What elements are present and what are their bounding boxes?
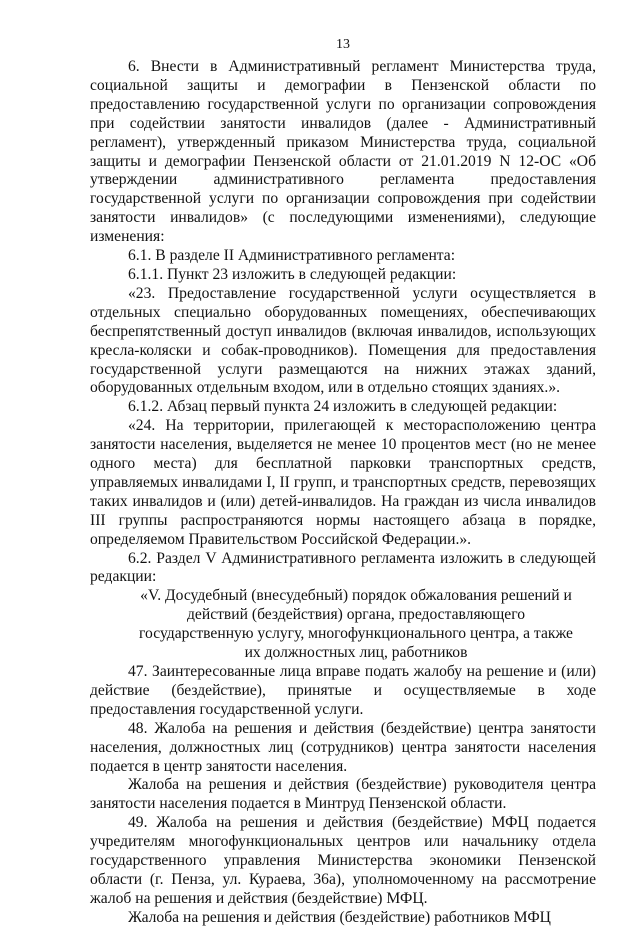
- paragraph-item-6-1: 6.1. В разделе II Административного регламента:: [128, 247, 456, 265]
- paragraph-clause-49-part-2: Жалоба на решения и действия (бездействие) работников МФЦ: [128, 908, 551, 926]
- paragraph-clause-23: «23. Предоставление государственной услуги осуществляется в отдельных специально оборудованных помещениях, обеспечивающих беспрепятственный доступ инвалидов (включая инвалидов, использующих кресла-коляски и собак-проводников). Помещения для предоставления государственной услуги размещаются на нижних этажах зданий, оборудованных отдельным входом, или в отдельно стоящих зданиях.».: [90, 284, 596, 397]
- paragraph-item-6-1-1: 6.1.1. Пункт 23 изложить в следующей редакции:: [128, 265, 457, 283]
- paragraph-clause-48: 48. Жалоба на решения и действия (бездействие) центра занятости населения, должностных лиц (сотрудников) центра занятости населения подается в центр занятости населения.: [90, 719, 596, 775]
- section-v-heading: «V. Досудебный (внесудебный) порядок обжалования решений и действий (бездействия) органа, предоставляющего государственную услугу, многофункционального центра, а также их должностных лиц, работников: [139, 587, 573, 662]
- paragraph-clause-47: 47. Заинтересованные лица вправе подать жалобу на решение и (или) действие (бездействие), принятые и осуществляемые в ходе предоставления государственной услуги.: [90, 663, 596, 718]
- page-content: [90, 36, 596, 928]
- paragraph-item-6-1-2: 6.1.2. Абзац первый пункта 24 изложить в следующей редакции:: [128, 398, 558, 416]
- paragraph-clause-24: «24. На территории, прилегающей к месторасположению центра занятости населения, выделяется не менее 10 процентов мест (но не менее одного места) для бесплатной парковки транспортных средств, управляемых инвалидами I, II групп, и транспортных средств, перевозящих таких инвалидов и (или) детей-инвалидов. На граждан из числа инвалидов III группы распространяются нормы настоящего абзаца в порядке, определяемом Правительством Российской Федерации.».: [90, 417, 596, 548]
- paragraph-item-6-2: 6.2. Раздел V Административного регламента изложить в следующей редакции:: [90, 549, 596, 586]
- paragraph-item-6: 6. Внести в Административный регламент Министерства труда, социальной защиты и демографии в Пензенской области по предоставлению государственной услуги по организации сопровождения при содействии занятости инвалидов (далее - Административный регламент), утвержденный приказом Министерства труда, социальной защиты и демографии Пензенской области от 21.01.2019 N 12-ОС «Об утверждении административного регламента предоставления государственной услуги по организации сопровождения при содействии занятости инвалидов» (с последующими изменениями), следующие изменения:: [90, 58, 596, 246]
- paragraph-clause-49: 49. Жалоба на решения и действия (бездействие) МФЦ подается учредителям многофункциональных центров или начальнику отдела государственного управления Министерства экономики Пензенской области (г. Пенза, ул. Кураева, 36а), уполномоченному на рассмотрение жалоб на решения и действия (бездействие) МФЦ.: [90, 814, 596, 907]
- page-number: 13: [336, 37, 350, 52]
- paragraph-clause-48-part-2: Жалоба на решения и действия (бездействие) руководителя центра занятости населения подается в Минтруд Пензенской области.: [90, 776, 596, 813]
